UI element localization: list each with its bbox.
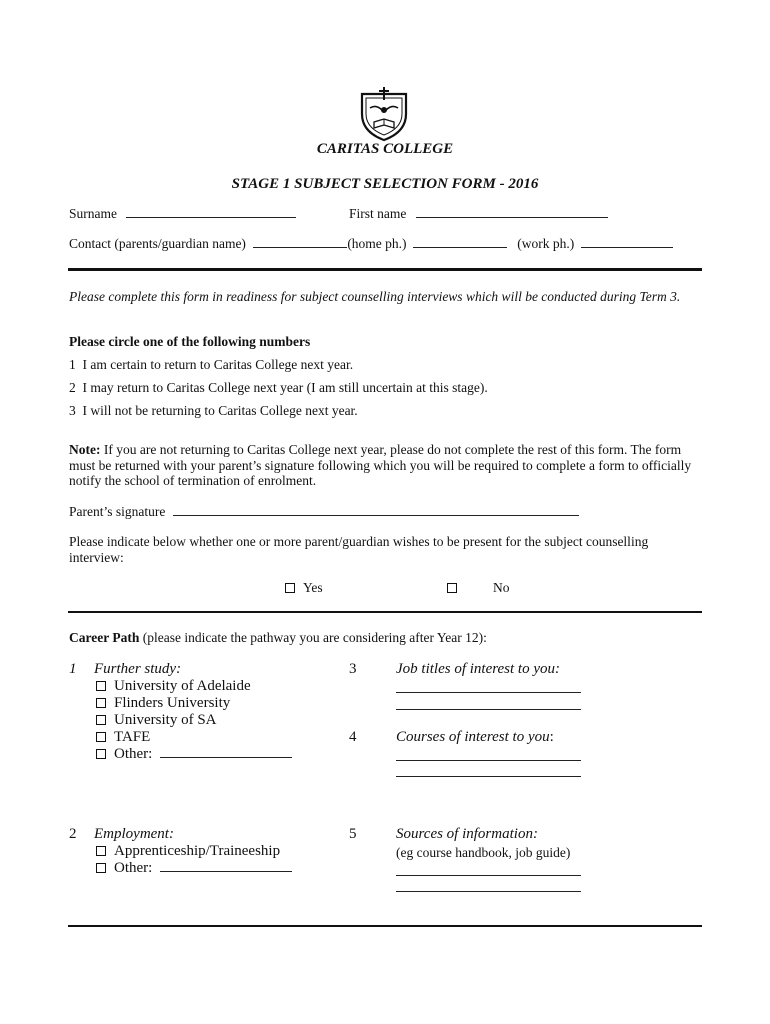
option-label: TAFE bbox=[114, 729, 151, 745]
job-titles-number: 3 bbox=[349, 661, 357, 677]
job-title-field[interactable] bbox=[396, 681, 581, 693]
courses-title-colon: : bbox=[549, 729, 554, 745]
no-option[interactable] bbox=[447, 580, 510, 596]
courses-title: Courses of interest to you bbox=[396, 729, 550, 745]
yes-option[interactable] bbox=[285, 580, 323, 596]
option-number: 3 bbox=[69, 403, 76, 418]
note-paragraph bbox=[69, 442, 701, 489]
career-path-heading-row bbox=[69, 630, 487, 646]
return-option-2[interactable] bbox=[69, 380, 488, 396]
option-other-employment[interactable] bbox=[96, 860, 292, 877]
work-phone-field[interactable] bbox=[581, 236, 673, 248]
sources-title: Sources of information: bbox=[396, 826, 538, 842]
courses-number: 4 bbox=[349, 729, 357, 745]
job-titles-title: Job titles of interest to you: bbox=[396, 661, 560, 677]
course-field[interactable] bbox=[396, 749, 581, 761]
work-phone-label: (work ph.) bbox=[517, 236, 575, 251]
checkbox-icon[interactable] bbox=[96, 863, 106, 873]
first-name-row bbox=[349, 206, 608, 222]
checkbox-icon[interactable] bbox=[96, 715, 106, 725]
other-study-field[interactable] bbox=[160, 746, 292, 758]
bottom-divider bbox=[68, 925, 702, 927]
checkbox-icon[interactable] bbox=[285, 583, 295, 593]
option-label: Other: bbox=[114, 746, 153, 762]
home-phone-field[interactable] bbox=[413, 236, 507, 248]
sources-number: 5 bbox=[349, 826, 357, 842]
courses-title-row bbox=[396, 729, 554, 746]
employment-number: 2 bbox=[69, 826, 77, 842]
option-label: University of Adelaide bbox=[114, 678, 251, 694]
option-text: I may return to Caritas College next year (I am still uncertain at this stage). bbox=[82, 380, 488, 395]
attendance-question: Please indicate below whether one or more parent/guardian wishes to be present for the subject counselling interview: bbox=[69, 534, 649, 565]
option-number: 2 bbox=[69, 380, 76, 395]
option-tafe[interactable] bbox=[96, 729, 150, 746]
college-name: CARITAS COLLEGE bbox=[316, 141, 454, 157]
option-number: 1 bbox=[69, 357, 76, 372]
option-flinders-university[interactable] bbox=[96, 695, 230, 712]
option-text: I am certain to return to Caritas College next year. bbox=[82, 357, 354, 372]
checkbox-icon[interactable] bbox=[96, 732, 106, 742]
first-name-field[interactable] bbox=[416, 206, 608, 218]
other-employment-field[interactable] bbox=[160, 860, 292, 872]
source-field[interactable] bbox=[396, 864, 581, 876]
contact-row bbox=[69, 236, 673, 252]
circle-heading: Please circle one of the following numbers bbox=[69, 334, 311, 349]
source-field[interactable] bbox=[396, 880, 581, 892]
option-text: I will not be returning to Caritas College next year. bbox=[82, 403, 358, 418]
further-study-number: 1 bbox=[69, 661, 77, 677]
parent-signature-field[interactable] bbox=[173, 504, 579, 516]
note-label: Note: bbox=[69, 442, 101, 457]
option-other-study[interactable] bbox=[96, 746, 292, 763]
no-label: No bbox=[493, 580, 510, 595]
note-text: If you are not returning to Caritas College next year, please do not complete the rest of this form. The form must be returned with your parent’s signature following which you will be required to complete a form to officially notify the school of termination of enrolment. bbox=[69, 442, 692, 488]
surname-row bbox=[69, 206, 296, 222]
surname-label: Surname bbox=[69, 206, 117, 221]
guardian-name-field[interactable] bbox=[253, 236, 347, 248]
return-option-1[interactable] bbox=[69, 357, 353, 373]
option-label: Flinders University bbox=[114, 695, 231, 711]
section-divider bbox=[68, 268, 702, 271]
college-crest-logo bbox=[356, 86, 412, 142]
return-option-3[interactable] bbox=[69, 403, 358, 419]
further-study-title: Further study: bbox=[94, 661, 182, 677]
yes-label: Yes bbox=[303, 580, 323, 595]
home-phone-label: (home ph.) bbox=[347, 236, 407, 251]
parent-signature-row bbox=[69, 504, 579, 520]
option-label: Apprenticeship/Traineeship bbox=[114, 843, 281, 859]
first-name-label: First name bbox=[349, 206, 407, 221]
intro-text: Please complete this form in readiness for subject counselling interviews which will be conducted during Term 3. bbox=[69, 289, 681, 304]
checkbox-icon[interactable] bbox=[96, 681, 106, 691]
contact-label: Contact (parents/guardian name) bbox=[69, 236, 246, 251]
course-field[interactable] bbox=[396, 765, 581, 777]
option-label: University of SA bbox=[114, 712, 217, 728]
checkbox-icon[interactable] bbox=[447, 583, 457, 593]
section-divider bbox=[68, 611, 702, 613]
option-label: Other: bbox=[114, 860, 153, 876]
option-university-of-sa[interactable] bbox=[96, 712, 217, 729]
career-path-heading: Career Path bbox=[69, 630, 140, 645]
checkbox-icon[interactable] bbox=[96, 846, 106, 856]
career-path-subheading: (please indicate the pathway you are considering after Year 12): bbox=[139, 630, 487, 645]
parent-signature-label: Parent’s signature bbox=[69, 504, 166, 519]
option-apprenticeship-traineeship[interactable] bbox=[96, 843, 280, 860]
surname-field[interactable] bbox=[126, 206, 296, 218]
form-title: STAGE 1 SUBJECT SELECTION FORM - 2016 bbox=[231, 176, 539, 192]
checkbox-icon[interactable] bbox=[96, 749, 106, 759]
option-university-of-adelaide[interactable] bbox=[96, 678, 251, 695]
employment-title: Employment: bbox=[94, 826, 174, 842]
checkbox-icon[interactable] bbox=[96, 698, 106, 708]
sources-note: (eg course handbook, job guide) bbox=[396, 845, 571, 860]
job-title-field[interactable] bbox=[396, 698, 581, 710]
